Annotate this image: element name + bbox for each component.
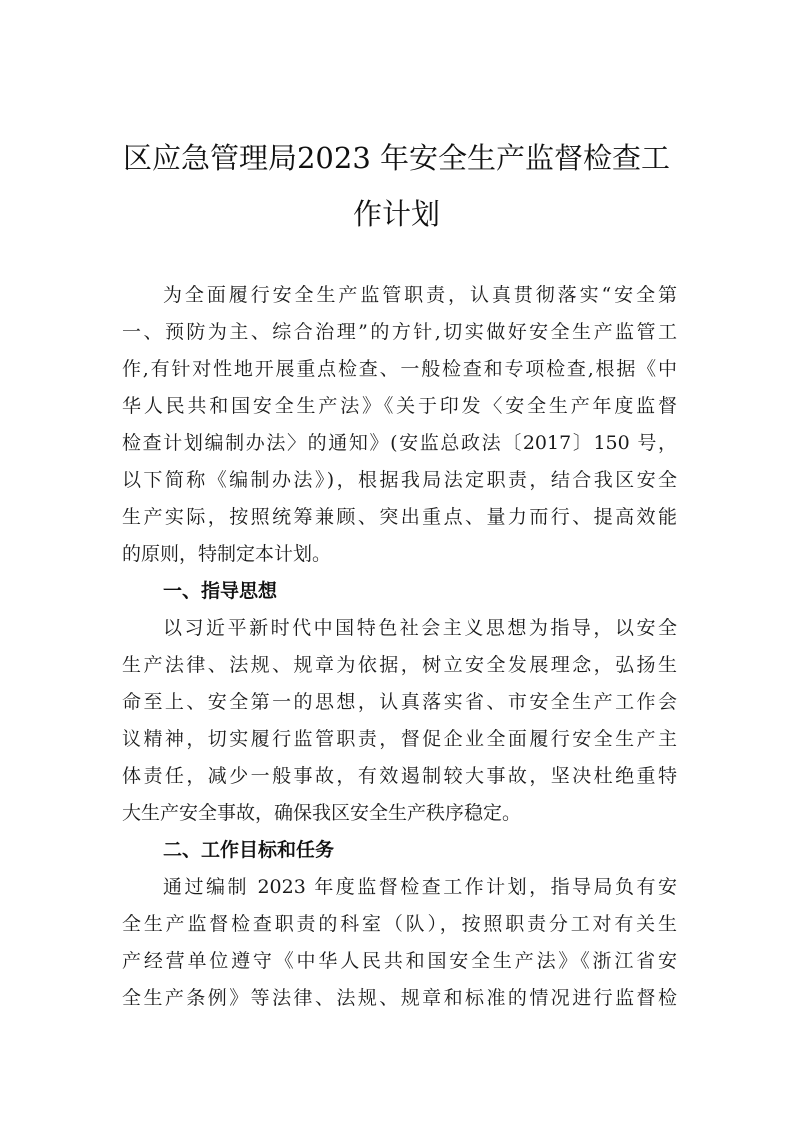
intro-line: 一、预防为主、综合治理”的方针,切实做好安全生产监管工 <box>122 321 677 343</box>
document-title-line-2: 作计划 <box>352 197 440 231</box>
intro-line: 以下简称《编制办法》)，根据我局法定职责，结合我区安全 <box>122 469 677 491</box>
intro-line: 华人民共和国安全生产法》《关于印发〈安全生产年度监督 <box>122 395 677 417</box>
section2-line: 全生产条例》等法律、法规、规章和标准的情况进行监督检 <box>122 987 677 1009</box>
section-heading-goals-and-tasks: 二、工作目标和任务 <box>163 839 335 861</box>
intro-line: 的原则，特制定本计划。 <box>122 543 332 565</box>
document-title-line-1: 区应急管理局2023 年安全生产监督检查工 <box>122 141 671 175</box>
intro-line: 为全面履行安全生产监管职责，认真贯彻落实“安全第 <box>163 284 677 306</box>
section1-line: 大生产安全事故，确保我区安全生产秩序稳定。 <box>122 802 522 824</box>
section1-line: 以习近平新时代中国特色社会主义思想为指导，以安全 <box>163 617 677 639</box>
section2-line: 通过编制 2023 年度监督检查工作计划，指导局负有安 <box>163 876 677 898</box>
section1-line: 议精神，切实履行监管职责，督促企业全面履行安全生产主 <box>122 728 677 750</box>
section2-line: 全生产监督检查职责的科室（队），按照职责分工对有关生 <box>122 913 677 935</box>
intro-line: 生产实际，按照统筹兼顾、突出重点、量力而行、提高效能 <box>122 506 677 528</box>
section1-line: 体责任，减少一般事故，有效遏制较大事故，坚决杜绝重特 <box>122 765 677 787</box>
section2-line: 产经营单位遵守《中华人民共和国安全生产法》《浙江省安 <box>122 950 677 972</box>
section1-line: 生产法律、法规、规章为依据，树立安全发展理念，弘扬生 <box>122 654 677 676</box>
section1-line: 命至上、安全第一的思想，认真落实省、市安全生产工作会 <box>122 691 677 713</box>
intro-line: 作,有针对性地开展重点检查、一般检查和专项检查,根据《中 <box>122 358 677 380</box>
intro-line: 检查计划编制办法〉的通知》(安监总政法〔2017〕150 号， <box>122 432 677 454</box>
section-heading-guiding-ideology: 一、指导思想 <box>163 580 278 602</box>
